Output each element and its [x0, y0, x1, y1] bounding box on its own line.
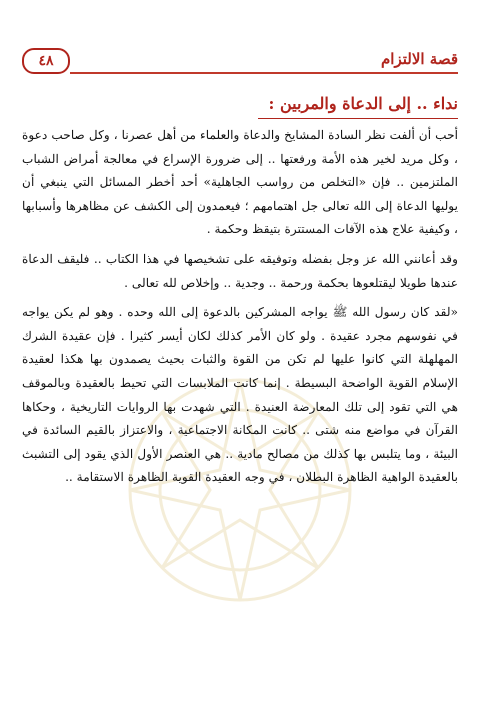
header-rule: [70, 72, 458, 74]
paragraph-1: أحب أن ألفت نظر السادة المشايخ والدعاة والعلماء من أهل عصرنا ، وكل صاحب دعوة ، وكل مريد لخير هذه الأمة ورفعتها .. إلى ضرورة الإسراع في معالجة أمراض الشباب الملتزمين .. فإن «التخلص من رواسب الجاهلية» أحد أخطر المسائل التي ينبغي أن يوليها الدعاة إلى الله تعالى جل اهتمامهم ؛ فيعمدون إلى الكشف عن مظاهرها وأسبابها ، وكيفية علاج هذه الآفات المستترة بتيقظ وحكمة .: [22, 128, 458, 237]
heading-underline: [258, 118, 458, 119]
page-number-badge: ٤٨: [22, 48, 70, 74]
paragraph-2: وقد أعانني الله عز وجل بفضله وتوفيقه على تشخيصها في هذا الكتاب .. فليقف الدعاة عندها طويلا ليقتلعوها بحكمة ورحمة .. وجدية .. وإخلاص لله تعالى .: [22, 251, 458, 290]
section-heading: نداء .. إلى الدعاة والمربين :: [268, 94, 458, 113]
page-header: [22, 48, 458, 76]
paragraph-3-quote: «لقد كان رسول الله ﷺ يواجه المشركين بالدعوة إلى الله وحده . وهو لم يكن يواجه في نفوسهم مجرد عقيدة . ولو كان الأمر كذلك لكان أيسر كثيرا . فإن عقيدة الشرك المهلهلة التي كانوا عليها لم تكن من القوة والثبات بحيث يصمدون بها هكذا لعقيدة الإسلام القوية الواضحة البسيطة . إنما كانت الملابسات التي تحيط بالعقيدة وبالموقف هي التي تقود إلى تلك المعارضة العنيدة . التي شهدت بها الروايات التاريخية ، وحكاها القرآن في مواضع منه شتى .. كانت المكانة الاجتماعية ، والاعتزاز بالقيم السائدة في البيئة ، وما يتلبس بها كذلك من مصالح مادية .. هي العنصر الأول الذي يقود إلى التشبث بالعقيدة الواهية الظاهرة البطلان ، في وجه العقيدة القوية الظاهرة الاستقامة ..: [22, 305, 458, 485]
running-title: قصة الالتزام: [381, 50, 458, 68]
body-text: [22, 124, 458, 496]
